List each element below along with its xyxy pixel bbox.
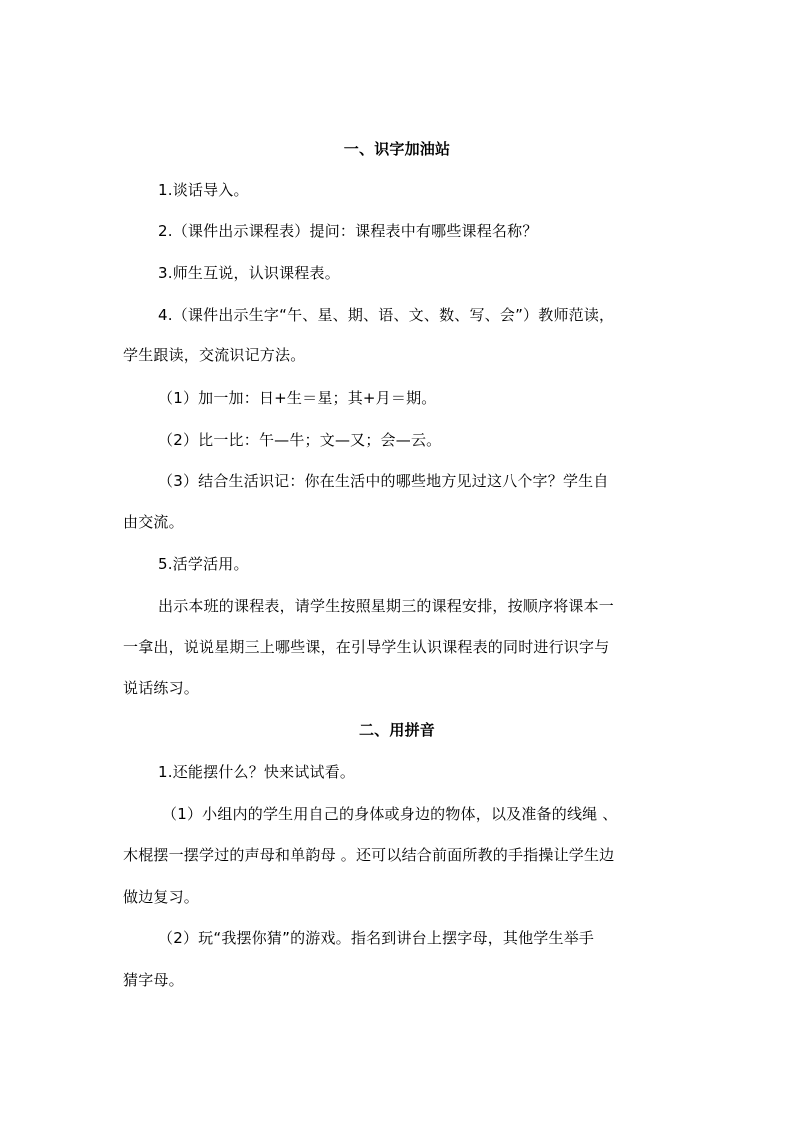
paragraph-3: 3.师生互说，认识课程表。 [158, 264, 340, 282]
section-heading-2: 二、用拼音 [358, 721, 435, 739]
paragraph-1: 1.谈话导入。 [158, 181, 249, 199]
s2-sub-item-1-line-3: 做边复习。 [123, 888, 200, 906]
sub-item-3-line-2: 由交流。 [123, 513, 184, 531]
s2-sub-item-1-line-2: 木棍摆一摆学过的声母和单韵母 。还可以结合前面所教的手指操让学生边 [123, 846, 615, 864]
s2-sub-item-2-line-2: 猜字母。 [123, 971, 184, 989]
section-heading-1: 一、识字加油站 [343, 140, 451, 158]
paragraph-6-line-1: 出示本班的课程表，请学生按照星期三的课程安排，按顺序将课本一 [158, 597, 615, 615]
sub-item-1: （1）加一加：日+生＝星；其+月＝期。 [158, 389, 437, 407]
paragraph-4-line-2: 学生跟读，交流识记方法。 [123, 346, 306, 364]
paragraph-6-line-2: 一拿出，说说星期三上哪些课，在引导学生认识课程表的同时进行识字与 [123, 638, 610, 656]
sub-item-2: （2）比一比：午—牛；文—又；会—云。 [158, 431, 442, 449]
paragraph-6-line-3: 说话练习。 [123, 679, 200, 697]
sub-item-3-line-1: （3）结合生活识记：你在生活中的哪些地方见过这八个字？学生自 [158, 472, 609, 490]
s2-sub-item-1-line-1: （1）小组内的学生用自己的身体或身边的物体，以及准备的线绳 、 [162, 805, 618, 823]
s2-paragraph-1: 1.还能摆什么？快来试试看。 [158, 763, 356, 781]
paragraph-5: 5.活学活用。 [158, 555, 249, 573]
paragraph-4-line-1: 4.（课件出示生字“午、星、期、语、文、数、写、会”）教师范读， [158, 306, 615, 324]
paragraph-2: 2.（课件出示课程表）提问：课程表中有哪些课程名称？ [158, 222, 538, 240]
s2-sub-item-2-line-1: （2）玩“我摆你猜”的游戏。指名到讲台上摆字母，其他学生举手 [158, 929, 595, 947]
